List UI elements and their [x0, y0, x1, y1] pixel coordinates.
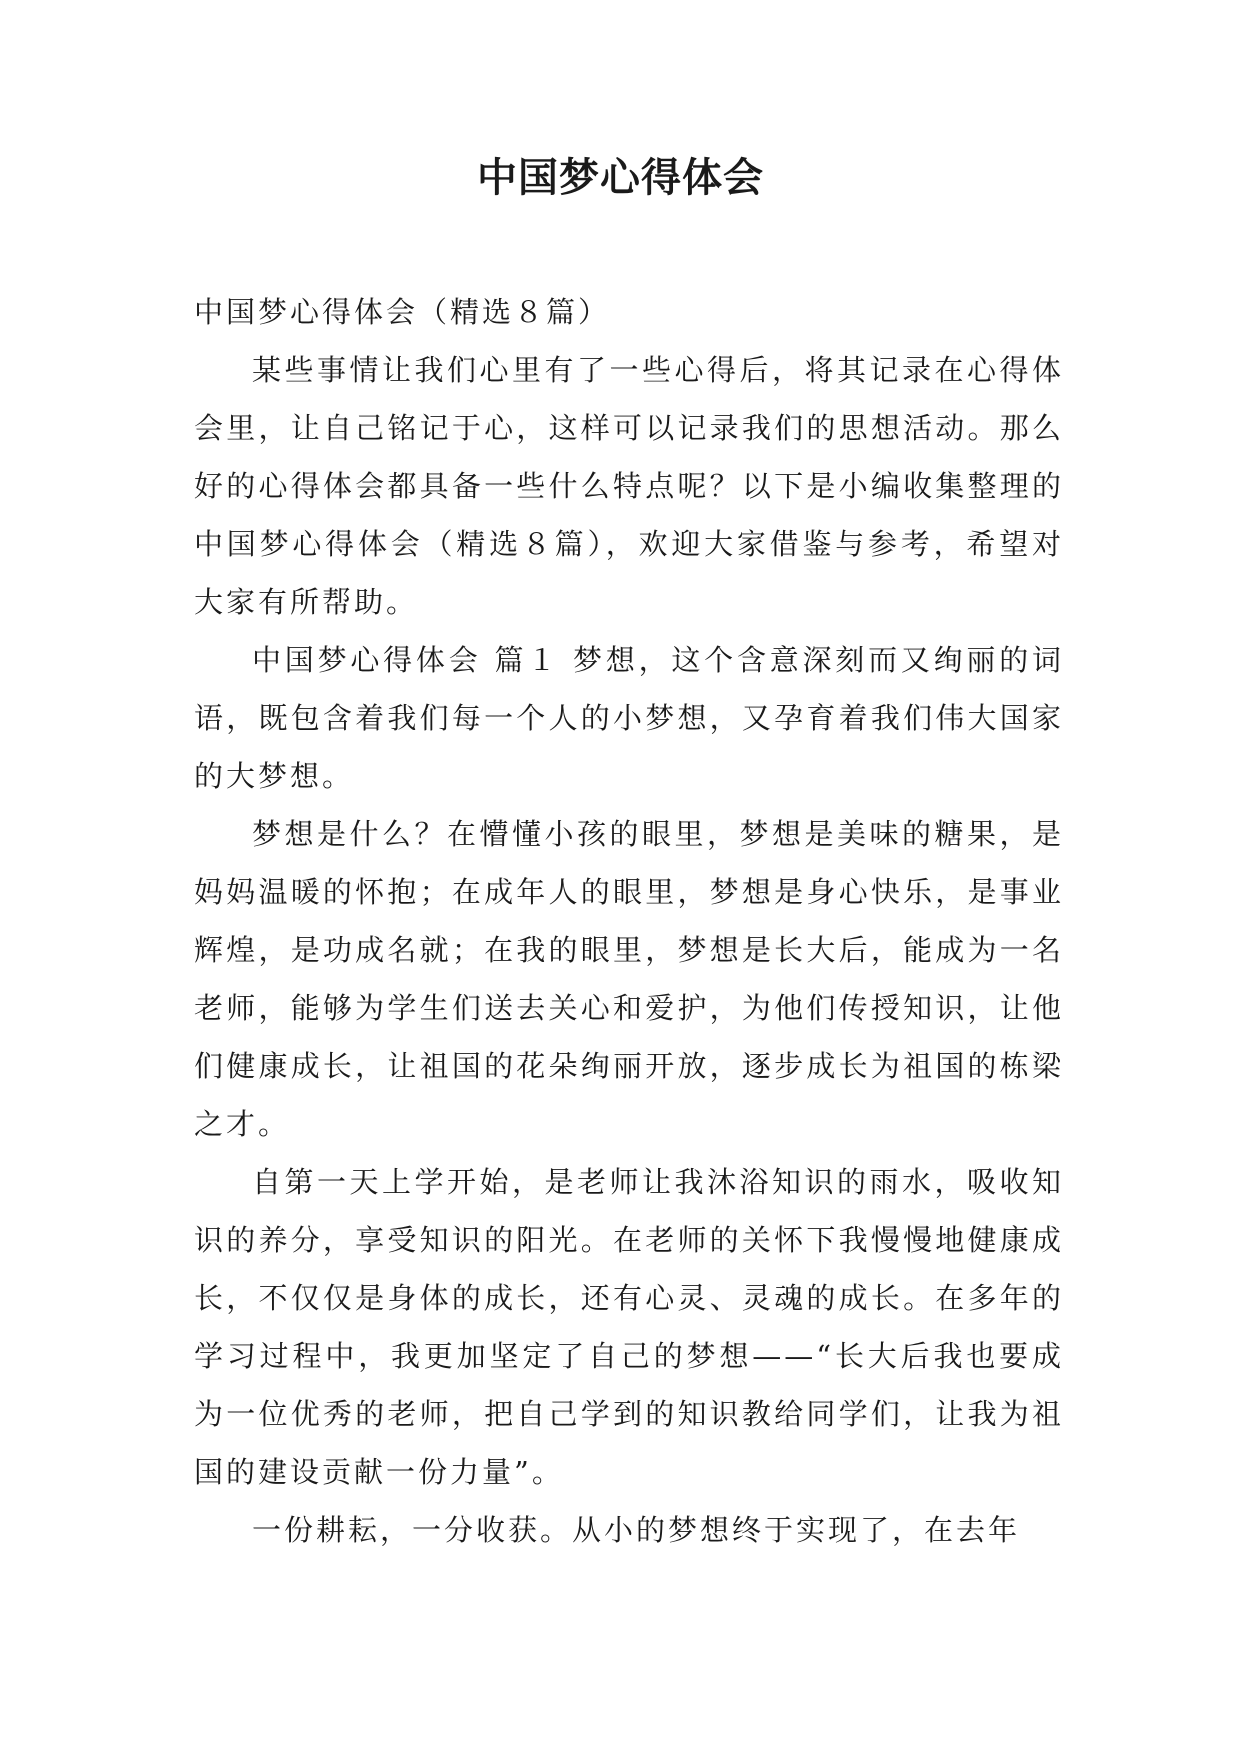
document-body: [194, 283, 1064, 1559]
body-paragraph: 梦想是什么？在懵懂小孩的眼里，梦想是美味的糖果，是妈妈温暖的怀抱；在成年人的眼里，梦想是身心快乐，是事业辉煌，是功成名就；在我的眼里，梦想是长大后，能成为一名老师，能够为学生们送去关心和爱护，为他们传授知识，让他们健康成长，让祖国的花朵绚丽开放，逐步成长为祖国的栋梁之才。: [194, 817, 1064, 1141]
page-title: 中国梦心得体会: [477, 154, 764, 201]
document-subtitle: 中国梦心得体会（精选８篇）: [194, 295, 611, 329]
body-paragraph: 自第一天上学开始，是老师让我沐浴知识的雨水，吸收知识的养分，享受知识的阳光。在老师的关怀下我慢慢地健康成长，不仅仅是身体的成长，还有心灵、灵魂的成长。在多年的学习过程中，我更加坚定了自己的梦想——“长大后我也要成为一位优秀的老师，把自己学到的知识教给同学们，让我为祖国的建设贡献一份力量”。: [194, 1165, 1064, 1489]
body-paragraph: 一份耕耘，一分收获。从小的梦想终于实现了，在去年: [252, 1513, 1021, 1547]
essay-1-opening-paragraph: 中国梦心得体会 篇１ 梦想，这个含意深刻而又绚丽的词语，既包含着我们每一个人的小梦想，又孕育着我们伟大国家的大梦想。: [194, 643, 1064, 793]
intro-paragraph: 某些事情让我们心里有了一些心得后，将其记录在心得体会里，让自己铭记于心，这样可以记录我们的思想活动。那么好的心得体会都具备一些什么特点呢？以下是小编收集整理的中国梦心得体会（精选８篇），欢迎大家借鉴与参考，希望对大家有所帮助。: [194, 353, 1064, 619]
